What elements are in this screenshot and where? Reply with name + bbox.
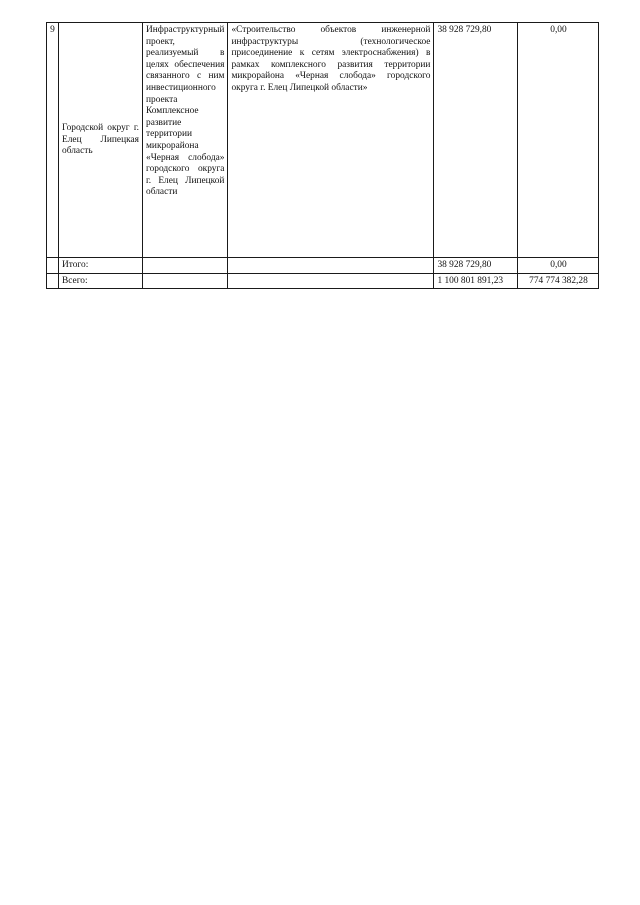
- project-type-cell: [143, 23, 228, 258]
- funding-table: [46, 22, 599, 289]
- total-amount-2: 774 774 382,28: [518, 273, 599, 289]
- empty-cell: [228, 258, 434, 274]
- description-cell: [228, 23, 434, 258]
- empty-cell: [143, 258, 228, 274]
- municipality-name: Городской округ г. Елец Липецкая область: [62, 123, 139, 157]
- total-amount-1: 1 100 801 891,23: [434, 273, 518, 289]
- empty-cell: [143, 273, 228, 289]
- table-row: [47, 23, 599, 258]
- amount-2-cell: 0,00: [518, 23, 599, 258]
- amount-1-cell: 38 928 729,80: [434, 23, 518, 258]
- project-type-text: Инфраструктурный проект, реализуемый в целях обеспечения связанного с ним инвестиционного проекта Комплексное развитие территории микрорайона «Черная слобода» городского округа г. Елец Липецкой области: [146, 25, 225, 198]
- total-label: Всего:: [59, 273, 143, 289]
- total-row: [47, 273, 599, 289]
- row-number: 9: [47, 23, 59, 258]
- empty-cell: [47, 273, 59, 289]
- project-description: «Строительство объектов инженерной инфраструктуры (технологическое присоединение к сетям электроснабжения) в рамках комплексного развития территории микрорайона «Черная слобода» городского округа г. Елец Липецкой области»: [231, 25, 431, 93]
- empty-cell: [47, 258, 59, 274]
- subtotal-amount-2: 0,00: [518, 258, 599, 274]
- subtotal-row: [47, 258, 599, 274]
- subtotal-amount-1: 38 928 729,80: [434, 258, 518, 274]
- municipality-cell: [59, 23, 143, 258]
- empty-cell: [228, 273, 434, 289]
- subtotal-label: Итого:: [59, 258, 143, 274]
